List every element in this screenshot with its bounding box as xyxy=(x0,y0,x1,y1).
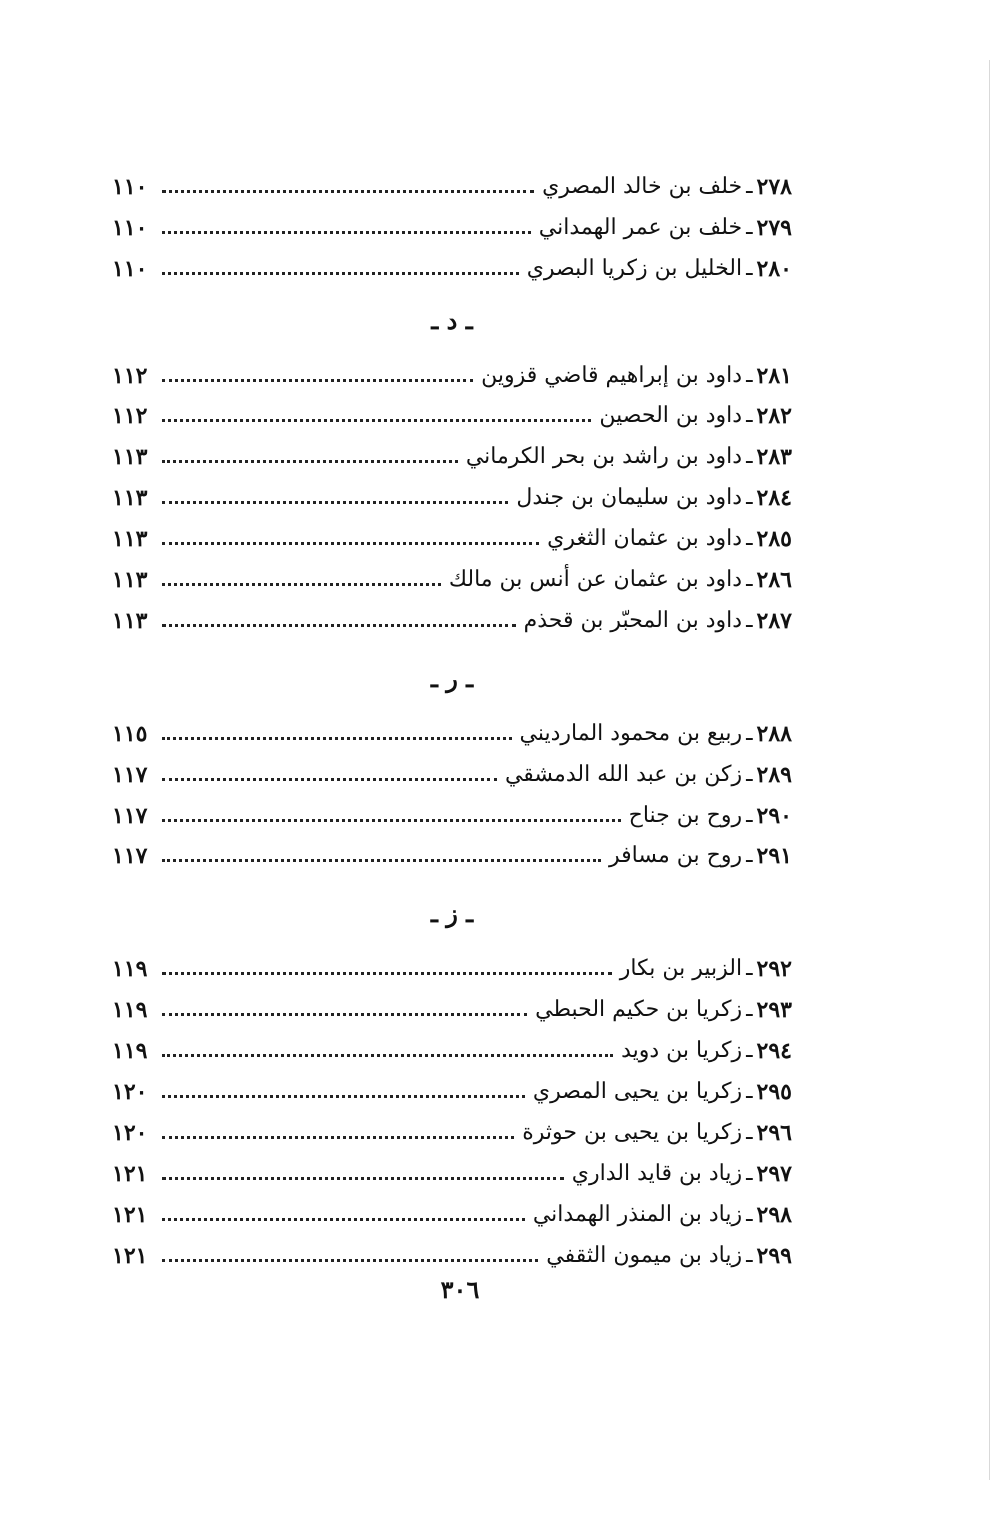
toc-entry xyxy=(112,201,792,242)
dot-leader xyxy=(162,1013,527,1016)
entry-separator: ـ xyxy=(746,997,753,1023)
entry-page: ١١٧ xyxy=(112,802,148,829)
dot-leader xyxy=(162,583,441,586)
entry-number: ٢٨٤ xyxy=(756,485,792,512)
entry-name: روح بن جناح xyxy=(628,802,743,828)
entry-number: ٢٨٧ xyxy=(756,607,792,634)
table-of-contents xyxy=(112,160,792,1270)
entry-name: داود بن راشد بن بحر الكرماني xyxy=(465,444,743,470)
dot-leader xyxy=(162,737,512,740)
entry-name: زياد بن قايد الداري xyxy=(571,1160,743,1186)
dot-leader xyxy=(162,1177,564,1180)
dot-leader xyxy=(162,1136,514,1139)
entry-number: ٢٨٣ xyxy=(756,444,792,471)
entry-number: ٢٨٢ xyxy=(756,403,792,430)
entry-separator: ـ xyxy=(746,1201,753,1227)
section-letter-heading: ـ ز ـ xyxy=(430,899,474,929)
dot-leader xyxy=(162,501,508,504)
entry-name: الخليل بن زكريا البصري xyxy=(526,255,743,281)
entry-separator: ـ xyxy=(746,607,753,633)
entry-page: ١٢١ xyxy=(112,1160,148,1187)
toc-entry xyxy=(112,1229,792,1270)
dot-leader xyxy=(162,419,591,422)
entry-number: ٢٨٠ xyxy=(756,255,792,282)
toc-entry xyxy=(112,512,792,553)
entry-number: ٢٨٩ xyxy=(756,761,792,788)
entry-name: زكريا بن حكيم الحبطي xyxy=(535,997,743,1023)
toc-section-kha xyxy=(112,160,792,283)
dot-leader xyxy=(162,272,519,275)
entry-name: داود بن الحصين xyxy=(599,403,743,429)
entry-number: ٢٩٩ xyxy=(756,1242,792,1269)
entry-name: الزبير بن بكار xyxy=(619,956,743,982)
entry-separator: ـ xyxy=(746,843,753,869)
dot-leader xyxy=(162,1259,538,1262)
entry-number: ٢٩٧ xyxy=(756,1160,792,1187)
entry-page: ١١٢ xyxy=(112,362,148,389)
entry-separator: ـ xyxy=(746,526,753,552)
toc-entry xyxy=(112,789,792,830)
entry-separator: ـ xyxy=(746,1160,753,1186)
entry-page: ١١٩ xyxy=(112,956,148,983)
toc-entry xyxy=(112,1147,792,1188)
entry-separator: ـ xyxy=(746,255,753,281)
dot-leader xyxy=(162,190,534,193)
entry-name: زكن بن عبد الله الدمشقي xyxy=(504,761,743,787)
toc-entry xyxy=(112,471,792,512)
toc-entry xyxy=(112,1188,792,1229)
entry-page: ١١٠ xyxy=(112,214,148,241)
toc-entry xyxy=(112,160,792,201)
entry-separator: ـ xyxy=(746,567,753,593)
toc-entry xyxy=(112,594,792,635)
section-letter-heading: ـ ر ـ xyxy=(430,663,474,693)
toc-entry xyxy=(112,748,792,789)
entry-separator: ـ xyxy=(746,1079,753,1105)
entry-number: ٢٩٣ xyxy=(756,997,792,1024)
page-edge-rule xyxy=(989,60,990,1480)
entry-separator: ـ xyxy=(746,214,753,240)
entry-page: ١١٣ xyxy=(112,526,148,553)
entry-separator: ـ xyxy=(746,444,753,470)
entry-page: ١١٢ xyxy=(112,403,148,430)
entry-name: داود بن سليمان بن جندل xyxy=(516,485,743,511)
dot-leader xyxy=(162,972,612,975)
entry-page: ١١٣ xyxy=(112,485,148,512)
toc-entry xyxy=(112,349,792,390)
toc-entry xyxy=(112,1024,792,1065)
dot-leader xyxy=(162,1095,525,1098)
toc-entry xyxy=(112,1106,792,1147)
dot-leader xyxy=(162,1218,525,1221)
entry-page: ١٢٠ xyxy=(112,1119,148,1146)
entry-separator: ـ xyxy=(746,1038,753,1064)
entry-number: ٢٩٤ xyxy=(756,1038,792,1065)
entry-page: ١١٧ xyxy=(112,843,148,870)
entry-separator: ـ xyxy=(746,802,753,828)
entry-separator: ـ xyxy=(746,761,753,787)
entry-page: ١١٠ xyxy=(112,255,148,282)
entry-page: ١١٣ xyxy=(112,567,148,594)
entry-number: ٢٧٨ xyxy=(756,173,792,200)
entry-page: ١١٧ xyxy=(112,761,148,788)
entry-separator: ـ xyxy=(746,403,753,429)
entry-separator: ـ xyxy=(746,720,753,746)
entry-page: ١١٥ xyxy=(112,720,148,747)
toc-entry xyxy=(112,553,792,594)
entry-page: ١١٣ xyxy=(112,444,148,471)
toc-entry xyxy=(112,942,792,983)
entry-page: ١٢٠ xyxy=(112,1079,148,1106)
entry-number: ٢٩٠ xyxy=(756,802,792,829)
entry-number: ٢٨٦ xyxy=(756,567,792,594)
entry-number: ٢٩٨ xyxy=(756,1201,792,1228)
entry-name: داود بن عثمان الثغري xyxy=(547,526,743,552)
entry-name: خلف بن خالد المصري xyxy=(542,173,743,199)
entry-name: داود بن المحبّر بن قحذم xyxy=(523,607,743,633)
entry-name: زياد بن المنذر الهمداني xyxy=(532,1201,743,1227)
dot-leader xyxy=(162,542,539,545)
entry-name: داود بن عثمان عن أنس بن مالك xyxy=(448,567,743,593)
entry-name: زكريا بن يحيى المصري xyxy=(532,1079,743,1105)
toc-entry xyxy=(112,830,792,871)
entry-number: ٢٨٨ xyxy=(756,720,792,747)
toc-entry xyxy=(112,983,792,1024)
page-number: ٣٠٦ xyxy=(440,1275,480,1304)
entry-name: روح بن مسافر xyxy=(609,843,743,869)
entry-name: خلف بن عمر الهمداني xyxy=(538,214,743,240)
dot-leader xyxy=(162,819,621,822)
dot-leader xyxy=(162,231,531,234)
entry-page: ١٢١ xyxy=(112,1201,148,1228)
dot-leader xyxy=(162,1054,613,1057)
entry-name: زكريا بن يحيى بن حوثرة xyxy=(522,1119,743,1145)
toc-entry xyxy=(112,1065,792,1106)
entry-name: زياد بن ميمون الثقفي xyxy=(546,1242,743,1268)
entry-number: ٢٨٥ xyxy=(756,526,792,553)
entry-page: ١٢١ xyxy=(112,1242,148,1269)
entry-page: ١١٣ xyxy=(112,607,148,634)
dot-leader xyxy=(162,778,497,781)
entry-name: داود بن إبراهيم قاضي قزوين xyxy=(481,362,743,388)
entry-separator: ـ xyxy=(746,173,753,199)
entry-number: ٢٩١ xyxy=(756,843,792,870)
toc-entry xyxy=(112,390,792,431)
entry-page: ١١٩ xyxy=(112,997,148,1024)
entry-separator: ـ xyxy=(746,485,753,511)
toc-entry xyxy=(112,430,792,471)
entry-number: ٢٧٩ xyxy=(756,214,792,241)
entry-separator: ـ xyxy=(746,1242,753,1268)
dot-leader xyxy=(162,624,516,627)
entry-number: ٢٩٦ xyxy=(756,1119,792,1146)
toc-entry xyxy=(112,707,792,748)
toc-section-dal xyxy=(112,293,792,635)
entry-page: ١١٩ xyxy=(112,1038,148,1065)
toc-section-zay xyxy=(112,886,792,1269)
dot-leader xyxy=(162,460,458,463)
entry-name: ربيع بن محمود المارديني xyxy=(519,720,743,746)
entry-name: زكريا بن دويد xyxy=(621,1038,743,1064)
dot-leader xyxy=(162,859,601,862)
entry-separator: ـ xyxy=(746,1119,753,1145)
entry-number: ٢٩٥ xyxy=(756,1079,792,1106)
section-letter-heading: ـ د ـ xyxy=(431,305,473,335)
entry-separator: ـ xyxy=(746,956,753,982)
entry-page: ١١٠ xyxy=(112,173,148,200)
toc-entry xyxy=(112,242,792,283)
toc-section-ra xyxy=(112,651,792,871)
entry-number: ٢٩٢ xyxy=(756,956,792,983)
entry-separator: ـ xyxy=(746,362,753,388)
dot-leader xyxy=(162,379,473,382)
entry-number: ٢٨١ xyxy=(756,362,792,389)
